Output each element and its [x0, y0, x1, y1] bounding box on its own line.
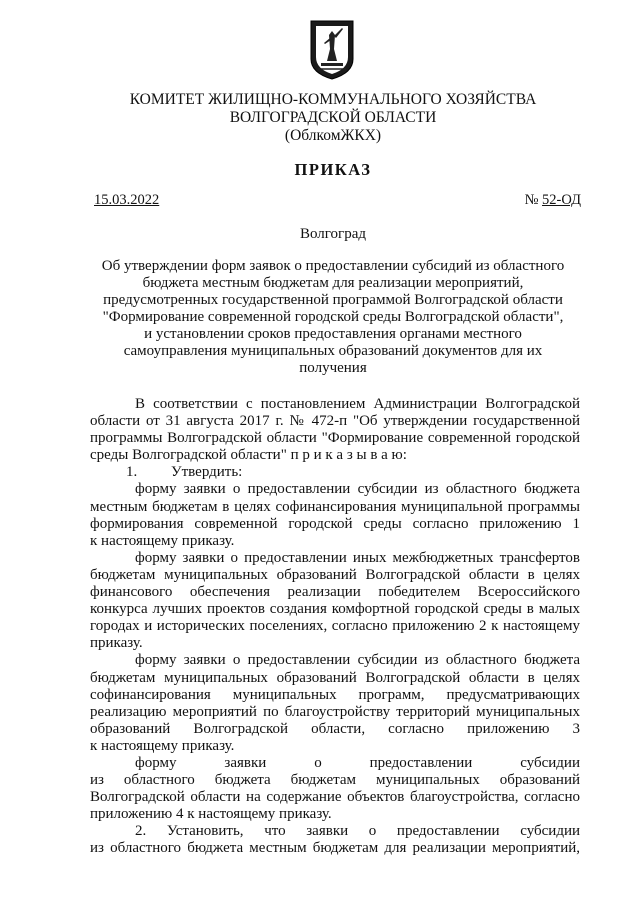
order-body [90, 396, 580, 858]
text-line: к настоящему приказу. [90, 532, 235, 549]
volgograd-coat-of-arms-icon [308, 19, 356, 81]
text-line: реализацию мероприятий по благоустройству территорий муниципальных [90, 703, 580, 720]
item-2-paragraph [90, 823, 580, 857]
text-line: Волгоградской области на содержание объектов благоустройства, согласно [90, 789, 580, 806]
order-subject [90, 258, 576, 377]
text-line: форму заявки о предоставлении иных межбюджетных трансфертов [135, 549, 580, 566]
text-line: приложению 4 к настоящему приказу. [90, 806, 332, 823]
subject-line: "Формирование современной городской среды Волгоградской области", [102, 309, 564, 325]
intro-paragraph [90, 396, 580, 464]
organization-name-line2: ВОЛГОГРАДСКОЙ ОБЛАСТИ [229, 109, 437, 126]
item-1-line [90, 464, 580, 481]
text-line: формирования современной городской среды согласно приложению 1 [90, 515, 580, 532]
subject-line: самоуправления муниципальных образований документов для их [123, 343, 543, 359]
subject-line: получения [299, 360, 367, 376]
text-line: к настоящему приказу. [90, 737, 235, 754]
text-line: форму заявки о предоставлении субсидии [135, 754, 580, 771]
text-line: форму заявки о предоставлении субсидии из областного бюджета [135, 652, 580, 669]
form-2-paragraph [90, 550, 580, 653]
subject-line: бюджета местным бюджетам для реализации мероприятий, [142, 275, 524, 291]
subject-line: предусмотренных государственной программой Волгоградской области [103, 292, 563, 308]
order-date: 15.03.2022 [94, 192, 160, 208]
form-1-paragraph [90, 481, 580, 549]
document-title: ПРИКАЗ [294, 160, 372, 179]
text-line: городах и исторических поселениях, согласно приложению 2 к настоящему [90, 618, 580, 635]
text-line: приказу. [90, 635, 143, 652]
text-line: области от 31 августа 2017 г. № 472-п "Об утверждении государственной [90, 413, 580, 430]
text-line: образований Волгоградской области, согласно приложению 3 [90, 720, 580, 737]
text-line: местным бюджетам в целях софинансирования муниципальной программы [90, 498, 580, 515]
order-number [525, 192, 581, 209]
text-line: из областного бюджета местным бюджетам для реализации мероприятий, [90, 840, 580, 857]
text-line: конкурса лучших проектов создания комфортной городской среды в малых [90, 601, 580, 618]
text-line: форму заявки о предоставлении субсидии из областного бюджета [135, 481, 580, 498]
text-line: среды Волгоградской области" п р и к а з ы в а ю: [90, 447, 407, 464]
text-line: В соответствии с постановлением Администрации Волгоградской [135, 396, 580, 412]
form-3-paragraph [90, 652, 580, 755]
text-line: бюджетам муниципальных образований Волгоградской области в целях [90, 669, 580, 686]
text-line: программы Волгоградской области "Формирование современной городской [90, 430, 580, 447]
organization-abbreviation: (ОблкомЖКХ) [284, 127, 382, 144]
text-line: софинансирования муниципальных программ, предусматривающих [90, 686, 580, 703]
organization-header [60, 91, 606, 145]
text-line: 2. Установить, что заявки о предоставлении субсидии [135, 823, 580, 840]
order-number-prefix: № [524, 192, 543, 208]
organization-name-line1: КОМИТЕТ ЖИЛИЩНО-КОММУНАЛЬНОГО ХОЗЯЙСТВА [129, 91, 537, 108]
order-number-value: 52-ОД [542, 192, 581, 208]
item-1-text: Утвердить: [171, 464, 243, 481]
item-1 [90, 464, 580, 481]
text-line: из областного бюджета бюджетам муниципальных образований [90, 772, 580, 789]
text-line: бюджетам муниципальных образований Волгоградской области в целях [90, 566, 580, 583]
form-4-paragraph [90, 755, 580, 823]
city-name: Волгоград [299, 226, 366, 242]
item-1-number: 1. [126, 464, 138, 481]
subject-line: Об утверждении форм заявок о предоставлении субсидий из областного [101, 258, 565, 274]
subject-line: и установлении сроков предоставления органами местного [144, 326, 522, 342]
text-line: финансового обеспечения реализации победителем Всероссийского [90, 584, 580, 601]
